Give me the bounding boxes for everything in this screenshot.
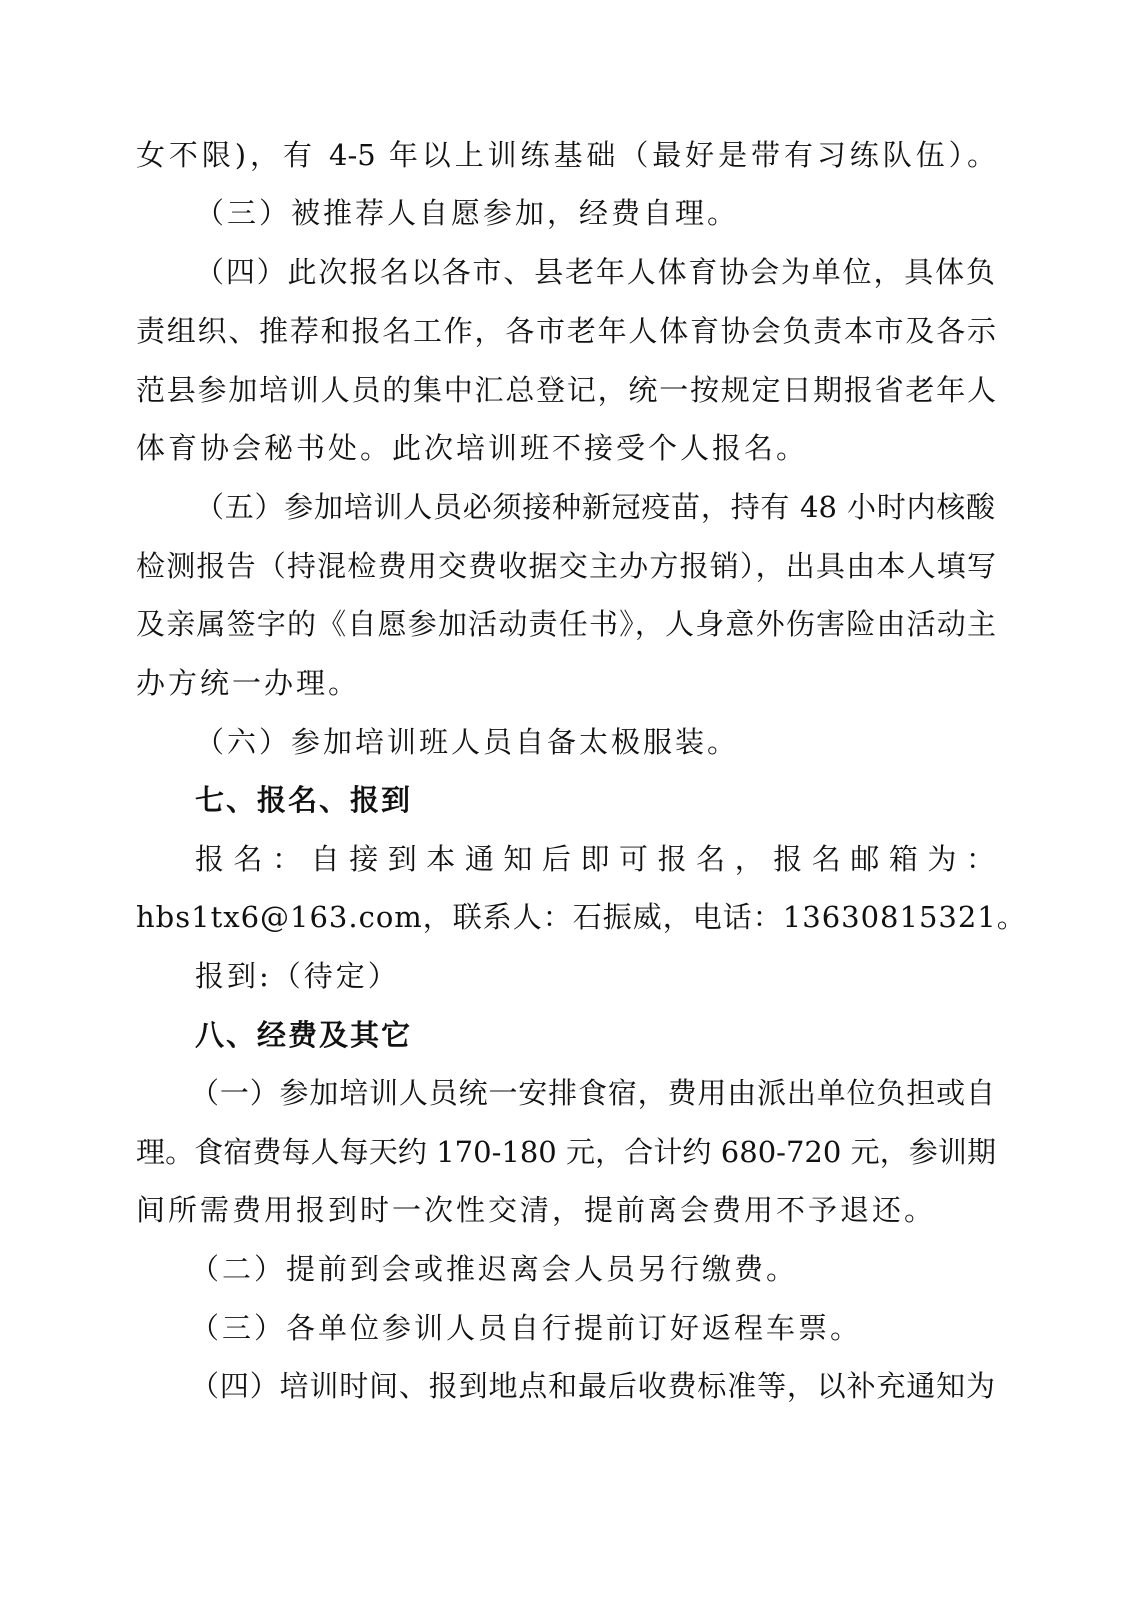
paragraph-line: （三）各单位参训人员自行提前订好返程车票。 xyxy=(190,1311,863,1345)
paragraph-line: （四）此次报名以各市、县老年人体育协会为单位，具体负 xyxy=(195,255,995,289)
paragraph-line: （五）参加培训人员必须接种新冠疫苗，持有 48 小时内核酸 xyxy=(195,490,995,524)
paragraph-line: （六）参加培训班人员自备太极服装。 xyxy=(195,725,740,759)
paragraph-line: 间所需费用报到时一次性交清，提前离会费用不予退还。 xyxy=(136,1193,937,1227)
paragraph-line: 女不限)，有 4-5 年以上训练基础（最好是带有习练队伍）。 xyxy=(136,138,996,172)
paragraph-line: 范县参加培训人员的集中汇总登记，统一按规定日期报省老年人 xyxy=(136,373,996,407)
paragraph-line: （四）培训时间、报到地点和最后收费标准等，以补充通知为 xyxy=(190,1369,995,1403)
paragraph-line: 报名：自接到本通知后即可报名，报名邮箱为： xyxy=(195,842,995,876)
paragraph-line: 办方统一办理。 xyxy=(136,666,361,700)
paragraph-line: （三）被推荐人自愿参加，经费自理。 xyxy=(195,196,740,230)
paragraph-line: 报到:（待定） xyxy=(195,959,400,993)
paragraph-line: （一）参加培训人员统一安排食宿，费用由派出单位负担或自 xyxy=(190,1076,995,1110)
paragraph-line: 理。食宿费每人每天约 170-180 元，合计约 680-720 元，参训期 xyxy=(136,1135,996,1169)
section-heading-7: 七、报名、报到 xyxy=(195,783,413,817)
paragraph-line: 检测报告（持混检费用交费收据交主办方报销），出具由本人填写 xyxy=(136,549,996,583)
paragraph-line: 及亲属签字的《自愿参加活动责任书》，人身意外伤害险由活动主 xyxy=(136,607,996,641)
paragraph-line: （二）提前到会或推迟离会人员另行缴费。 xyxy=(190,1252,799,1286)
paragraph-line: 体育协会秘书处。此次培训班不接受个人报名。 xyxy=(136,431,809,465)
contact-line: hbs1tx6@163.com，联系人：石振威，电话：13630815321。 xyxy=(136,900,1027,934)
paragraph-line: 责组织、推荐和报名工作，各市老年人体育协会负责本市及各示 xyxy=(136,314,996,348)
section-heading-8: 八、经费及其它 xyxy=(195,1018,413,1052)
